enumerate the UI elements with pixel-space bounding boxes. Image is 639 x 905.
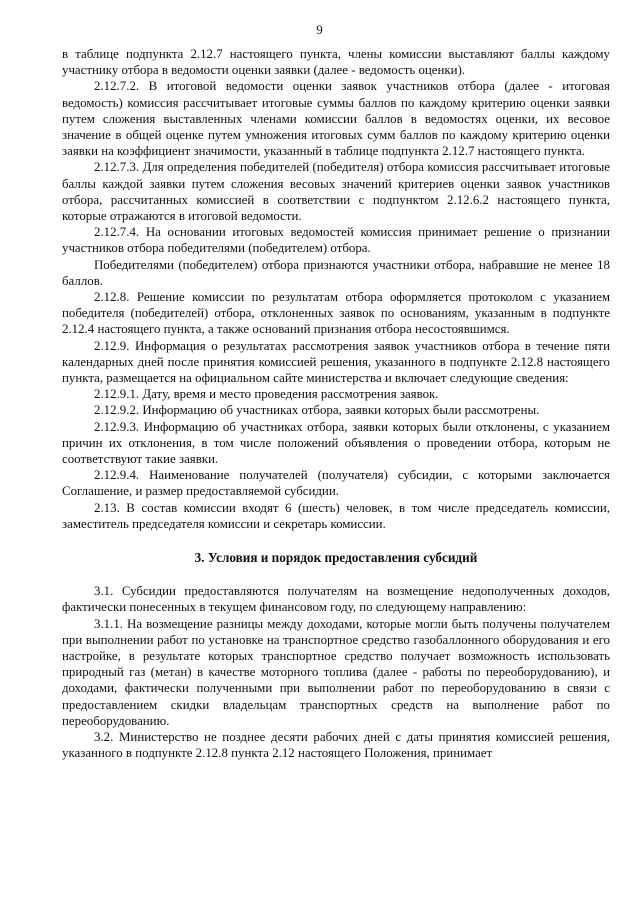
paragraphs-before xyxy=(62,46,610,532)
paragraph: 3.1.1. На возмещение разницы между доходами, которые могли быть получены получателем при выполнении работ по установке на транспортное средство газобаллонного оборудования и его настройке, в результате которых транспортное средство получает возможность использовать природный газ (метан) в качестве моторного топлива (далее - работы по переоборудованию), и доходами, фактически полученными при выполнении работ по переоборудованию в связи с предоставлением скидки владельцам транспортных средств на выполнение работ по переоборудованию. xyxy=(62,616,610,728)
section-title: 3. Условия и порядок предоставления субсидий xyxy=(194,550,478,566)
paragraph: 3.2. Министерство не позднее десяти рабочих дней с даты принятия комиссией решения, указанного в подпункте 2.12.8 пункта 2.12 настоящего Положения, принимает xyxy=(62,729,610,761)
paragraph: 2.13. В состав комиссии входят 6 (шесть) человек, в том числе председатель комиссии, заместитель председателя комиссии и секретарь комиссии. xyxy=(62,500,610,531)
paragraph: 2.12.8. Решение комиссии по результатам отбора оформляется протоколом с указанием победителя (победителей) отбора, отклоненных заявок по основаниям, указанным в подпункте 2.12.4 настоящего пункта, а также оснований признания отбора несостоявшимся. xyxy=(62,290,610,337)
paragraph: 2.12.9. Информация о результатах рассмотрения заявок участников отбора в течение пяти календарных дней после принятия комиссией решения, указанного в подпункте 2.12.8 настоящего пункта, размещается на официальном сайте министерства и включает следующие сведения: xyxy=(62,338,610,386)
document-body xyxy=(62,46,610,761)
paragraph: 2.12.9.4. Наименование получателей (получателя) субсидии, с которыми заключается Соглашение, и размер предоставляемой субсидии. xyxy=(62,468,610,499)
paragraph: 2.12.9.3. Информацию об участниках отбора, заявки которых были отклонены, с указанием причин их отклонения, в том числе положений объявления о проведении отбора, которым не соответствуют такие заявки. xyxy=(62,419,610,467)
paragraph: 3.1. Субсидии предоставляются получателям на возмещение недополученных доходов, фактически понесенных в текущем финансовом году, по следующему направлению: xyxy=(62,584,610,615)
paragraph: 2.12.7.3. Для определения победителей (победителя) отбора комиссия рассчитывает итоговые баллы каждой заявки путем сложения весовых значений критериев оценки заявок участников отбора, рассчитанных комиссией в соответствии с подпунктом 2.12.6.2 настоящего пункта, которые отражаются в итоговой ведомости. xyxy=(62,160,610,224)
paragraphs-after xyxy=(62,583,610,761)
paragraph: 2.12.7.4. На основании итоговых ведомостей комиссия принимает решение о признании участников отбора победителями (победителем) отбора. xyxy=(62,225,610,256)
page-number: 9 xyxy=(316,22,323,37)
paragraph: Победителями (победителем) отбора признаются участники отбора, набравшие не менее 18 баллов. xyxy=(62,257,610,288)
paragraph: 2.12.9.1. Дату, время и место проведения рассмотрения заявок. xyxy=(94,387,439,402)
paragraph: в таблице подпункта 2.12.7 настоящего пункта, члены комиссии выставляют баллы каждому участнику отбора в ведомости оценки заявки (далее - ведомость оценки). xyxy=(62,47,610,78)
paragraph: 2.12.9.2. Информацию об участниках отбора, заявки которых были рассмотрены. xyxy=(94,403,540,418)
paragraph: 2.12.7.2. В итоговой ведомости оценки заявок участников отбора (далее - итоговая ведомость) комиссия рассчитывает итоговые суммы баллов по каждому критерию оценки заявки путем сложения выставленных членами комиссии баллов в ведомостях оценки, их весовое значение в общей оценке путем умножения итоговых сумм баллов по каждому критерию оценки заявки на коэффициент значимости, указанный в таблице подпункта 2.12.7 настоящего пункта. xyxy=(62,79,610,159)
